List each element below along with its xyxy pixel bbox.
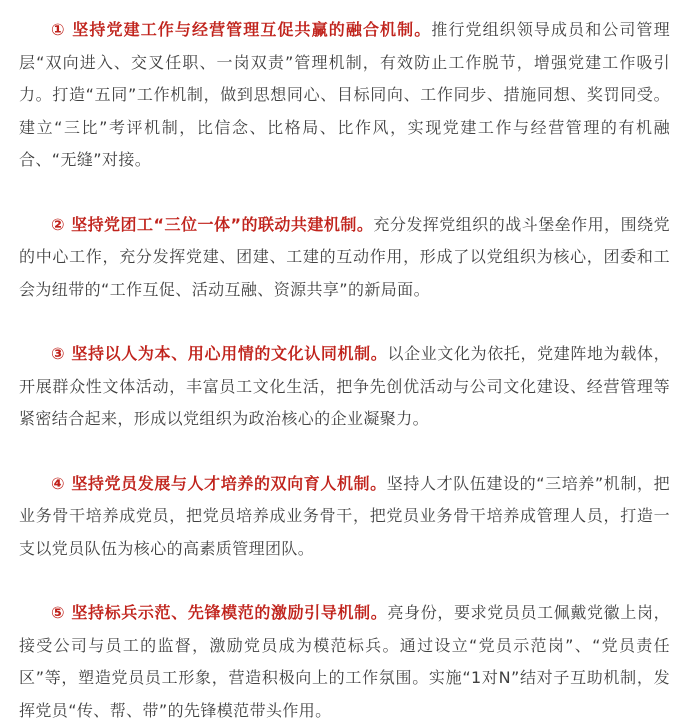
paragraph-2 — [19, 209, 670, 307]
paragraph-4-heading: ④ 坚持党员发展与人才培养的双向育人机制。 — [51, 473, 387, 493]
paragraph-3 — [19, 338, 670, 436]
paragraph-4 — [19, 468, 670, 566]
paragraph-5-heading: ⑤ 坚持标兵示范、先锋模范的激励引导机制。 — [51, 603, 388, 622]
paragraph-4-text: 坚持人才队伍建设的“三培养”机制，把业务骨干培养成党员，把党员培养成业务骨干，把党员业务骨干培养成管理人员，打造一支以党员队伍为核心的高素质管理团队。 — [19, 473, 670, 558]
paragraph-2-heading: ② 坚持党团工“三位一体”的联动共建机制。 — [51, 214, 374, 234]
paragraph-5 — [19, 597, 670, 727]
paragraph-3-text: 以企业文化为依托，党建阵地为载体，开展群众性文体活动，丰富员工文化生活，把争先创优活动与公司文化建设、经营管理等紧密结合起来，形成以党组织为政治核心的企业凝聚力。 — [19, 344, 670, 428]
paragraph-1-text: 推行党组织领导成员和公司管理层“双向进入、交叉任职、一岗双责”管理机制，有效防止工作脱节，增强党建工作吸引力。打造“五同”工作机制，做到思想同心、目标同向、工作同步、措施同想、奖罚同受。建立“三比”考评机制，比信念、比格局、比作风，实现党建工作与经营管理的有机融合、“无缝”对接。 — [19, 20, 670, 169]
paragraph-1 — [19, 0, 670, 177]
paragraph-1-heading: ① 坚持党建工作与经营管理互促共赢的融合机制。 — [51, 20, 432, 39]
paragraph-3-heading: ③ 坚持以人为本、用心用情的文化认同机制。 — [51, 344, 388, 363]
paragraph-2-text: 充分发挥党组织的战斗堡垒作用，围绕党的中心工作，充分发挥党建、团建、工建的互动作用，形成了以党组织为核心，团委和工会为纽带的“工作互促、活动互融、资源共享”的新局面。 — [19, 214, 670, 299]
paragraph-5-text: 亮身份，要求党员员工佩戴党徽上岗，接受公司与员工的监督，激励党员成为模范标兵。通过设立“党员示范岗”、“党员责任区”等，塑造党员员工形象，营造积极向上的工作氛围。实施“1对N”结对子互助机制，发挥党员“传、帮、带”的先锋模范带头作用。 — [19, 603, 670, 720]
